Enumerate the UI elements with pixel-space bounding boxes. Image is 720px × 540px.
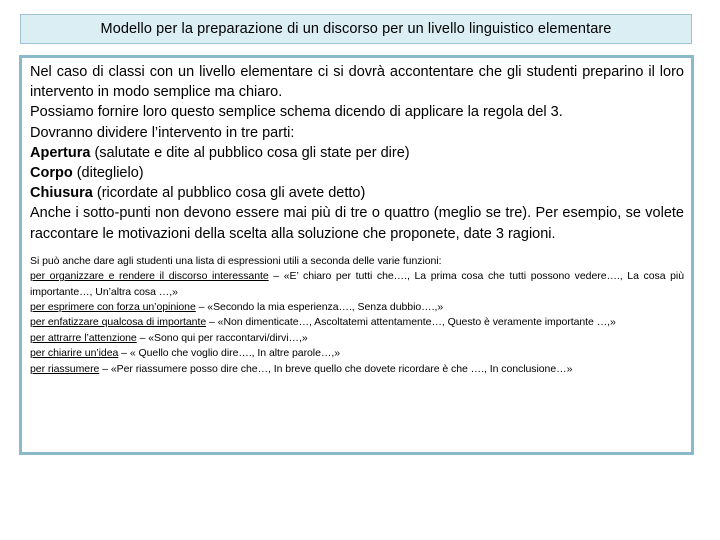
title-banner: [20, 14, 692, 44]
expression-item: [30, 346, 684, 361]
part-label: Corpo: [30, 165, 73, 182]
expressions-list: [30, 254, 684, 377]
function-text: – «E’ chiaro per tutti che…., La prima cosa che tutti possono vedere…., La cosa più importante…, Un’altra cosa …,»: [30, 270, 684, 298]
intro-paragraph: Nel caso di classi con un livello elementare ci si dovrà accontentare che gli studenti preparino il loro intervento in modo semplice ma chiaro.: [30, 64, 684, 101]
expression-item: [30, 269, 684, 300]
part-text: (ricordate al pubblico cosa gli avete detto): [92, 185, 366, 202]
part-text: (salutate e dite al pubblico cosa gli state per dire): [90, 144, 410, 161]
function-label: per attrarre l’attenzione: [30, 331, 137, 344]
expression-item: [30, 362, 684, 377]
page-title: Modello per la preparazione di un discorso per un livello linguistico elementare: [100, 21, 612, 37]
expression-item: [30, 300, 684, 315]
function-label: per esprimere con forza un’opinione: [30, 301, 196, 314]
function-text: – «Non dimenticate…, Ascoltatemi attentamente…, Questo è veramente importante …,»: [206, 316, 616, 329]
divide-paragraph: Dovranno dividere l’intervento in tre parti:: [30, 124, 295, 141]
part-label: Chiusura: [30, 185, 93, 202]
function-text: – «Sono qui per raccontarvi/dirvi…,»: [136, 331, 308, 344]
content-box: [19, 55, 694, 455]
part-label: Apertura: [30, 144, 91, 161]
function-text: – « Quello che voglio dire…., In altre parole…,»: [118, 347, 340, 360]
function-label: per chiarire un’idea: [30, 347, 119, 360]
part-text: (diteglielo): [72, 165, 144, 182]
rule-paragraph: Possiamo fornire loro questo semplice schema dicendo di applicare la regola del 3.: [30, 104, 563, 121]
part-corpo: [30, 163, 684, 183]
function-label: per organizzare e rendere il discorso interessante: [30, 270, 269, 283]
subpoints-paragraph: Anche i sotto-punti non devono essere mai più di tre o quattro (meglio se tre). Per esempio, se volete raccontare le motivazioni della scelta alla soluzione che proponete, date 3 ragioni.: [30, 205, 684, 242]
expressions-intro: Si può anche dare agli studenti una lista di espressioni utili a seconda delle varie funzioni:: [30, 254, 442, 267]
function-text: – «Per riassumere posso dire che…, In breve quello che dovete ricordare è che …., In conclusione…»: [99, 362, 573, 375]
main-text: [30, 62, 684, 244]
function-label: per enfatizzare qualcosa di importante: [30, 316, 207, 329]
function-text: – «Secondo la mia esperienza…., Senza dubbio….,»: [195, 301, 444, 314]
function-label: per riassumere: [30, 362, 100, 375]
part-chiusura: [30, 183, 684, 203]
expression-item: [30, 331, 684, 346]
part-apertura: [30, 143, 684, 163]
expression-item: [30, 315, 684, 330]
